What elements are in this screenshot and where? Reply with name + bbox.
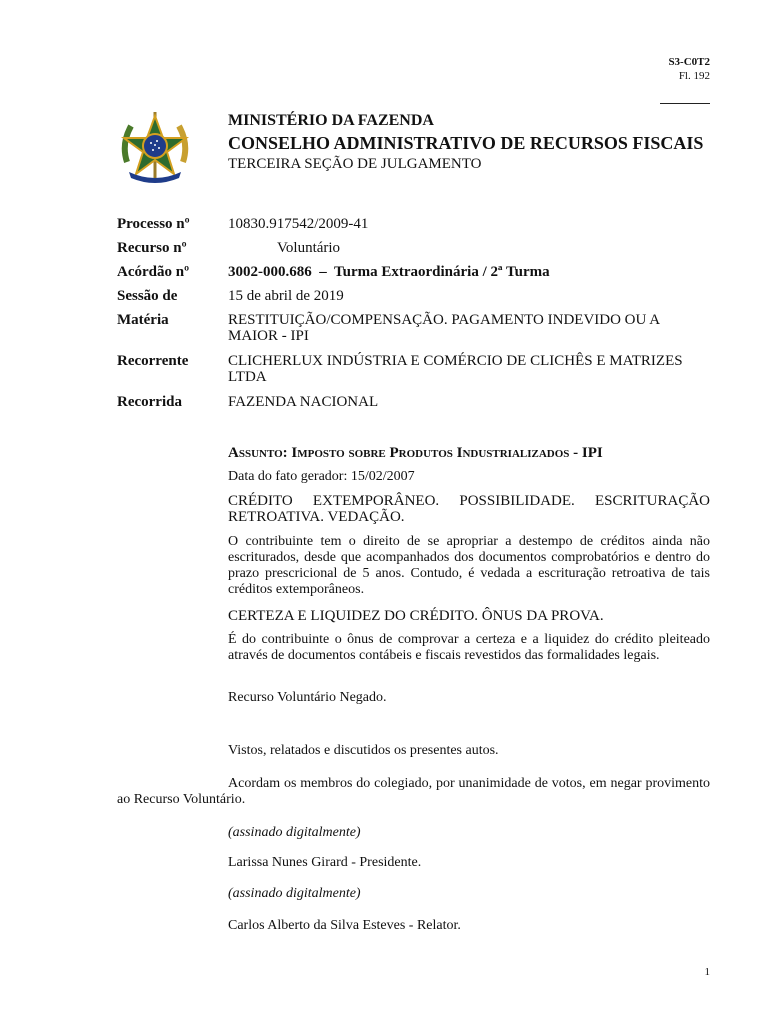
assunto-prefix: Assunto:: [228, 445, 288, 461]
sessao-value: 15 de abril de 2019: [228, 288, 344, 304]
processo-value: 10830.917542/2009-41: [228, 216, 369, 232]
signature-name-1: Larissa Nunes Girard - Presidente.: [228, 855, 422, 870]
recurso-label: Recurso nº: [117, 240, 187, 256]
vistos-paragraph: Vistos, relatados e discutidos os presentes autos.: [228, 743, 499, 758]
recorrida-value: FAZENDA NACIONAL: [228, 394, 379, 410]
recorrente-label: Recorrente: [117, 353, 189, 369]
data-fato-gerador: Data do fato gerador: 15/02/2007: [228, 469, 415, 484]
acordao-label: Acórdão nº: [117, 264, 190, 280]
folha-number: Fl. 192: [678, 70, 710, 82]
section-name: TERCEIRA SEÇÃO DE JULGAMENTO: [228, 156, 482, 172]
assunto-text: Imposto sobre Produtos Industrializados - IPI: [291, 445, 603, 461]
recurso-value: Voluntário: [277, 240, 341, 256]
recorrida-label: Recorrida: [117, 394, 182, 410]
signature-note-2: (assinado digitalmente): [228, 886, 361, 901]
brazil-coat-of-arms-icon: [117, 110, 193, 186]
ministry-name: MINISTÉRIO DA FAZENDA: [228, 112, 434, 129]
page-number: 1: [704, 966, 710, 978]
document-code: S3-C0T2: [668, 56, 710, 68]
signature-name-2: Carlos Alberto da Silva Esteves - Relator.: [228, 918, 461, 933]
ementa-assunto: [228, 445, 710, 461]
materia-label: Matéria: [117, 312, 169, 328]
council-name: CONSELHO ADMINISTRATIVO DE RECURSOS FISCAIS: [228, 133, 704, 153]
processo-label: Processo nº: [117, 216, 190, 232]
ementa-paragraph-1: O contribuinte tem o direito de se apropriar a destempo de créditos ainda não escriturados, desde que acompanhados dos documentos comprobatórios e dentro do prazo prescricional de 5 anos. Contudo, é vedada a escrituração retroativa de tais créditos extemporâneos.: [228, 534, 710, 597]
acordao-value: 3002-000.686 – Turma Extraordinária / 2ª Turma: [228, 264, 550, 280]
ementa-result: Recurso Voluntário Negado.: [228, 690, 387, 705]
sessao-label: Sessão de: [117, 288, 178, 304]
ementa-heading-2: CERTEZA E LIQUIDEZ DO CRÉDITO. ÔNUS DA PROVA.: [228, 608, 604, 624]
corner-divider: [660, 103, 710, 104]
ementa-paragraph-2: É do contribuinte o ônus de comprovar a certeza e a liquidez do crédito pleiteado através de documentos contábeis e fiscais revestidos das formalidades legais.: [228, 632, 710, 663]
acordam-paragraph: Acordam os membros do colegiado, por unanimidade de votos, em negar provimento ao Recurso Voluntário.: [117, 776, 710, 807]
recorrente-value: CLICHERLUX INDÚSTRIA E COMÉRCIO DE CLICHÊS E MATRIZES LTDA: [228, 353, 683, 385]
signature-note-1: (assinado digitalmente): [228, 825, 361, 840]
materia-value: RESTITUIÇÃO/COMPENSAÇÃO. PAGAMENTO INDEVIDO OU A MAIOR - IPI: [228, 312, 660, 344]
ementa-heading-1: CRÉDITO EXTEMPORÂNEO. POSSIBILIDADE. ESCRITURAÇÃO RETROATIVA. VEDAÇÃO.: [228, 493, 710, 525]
